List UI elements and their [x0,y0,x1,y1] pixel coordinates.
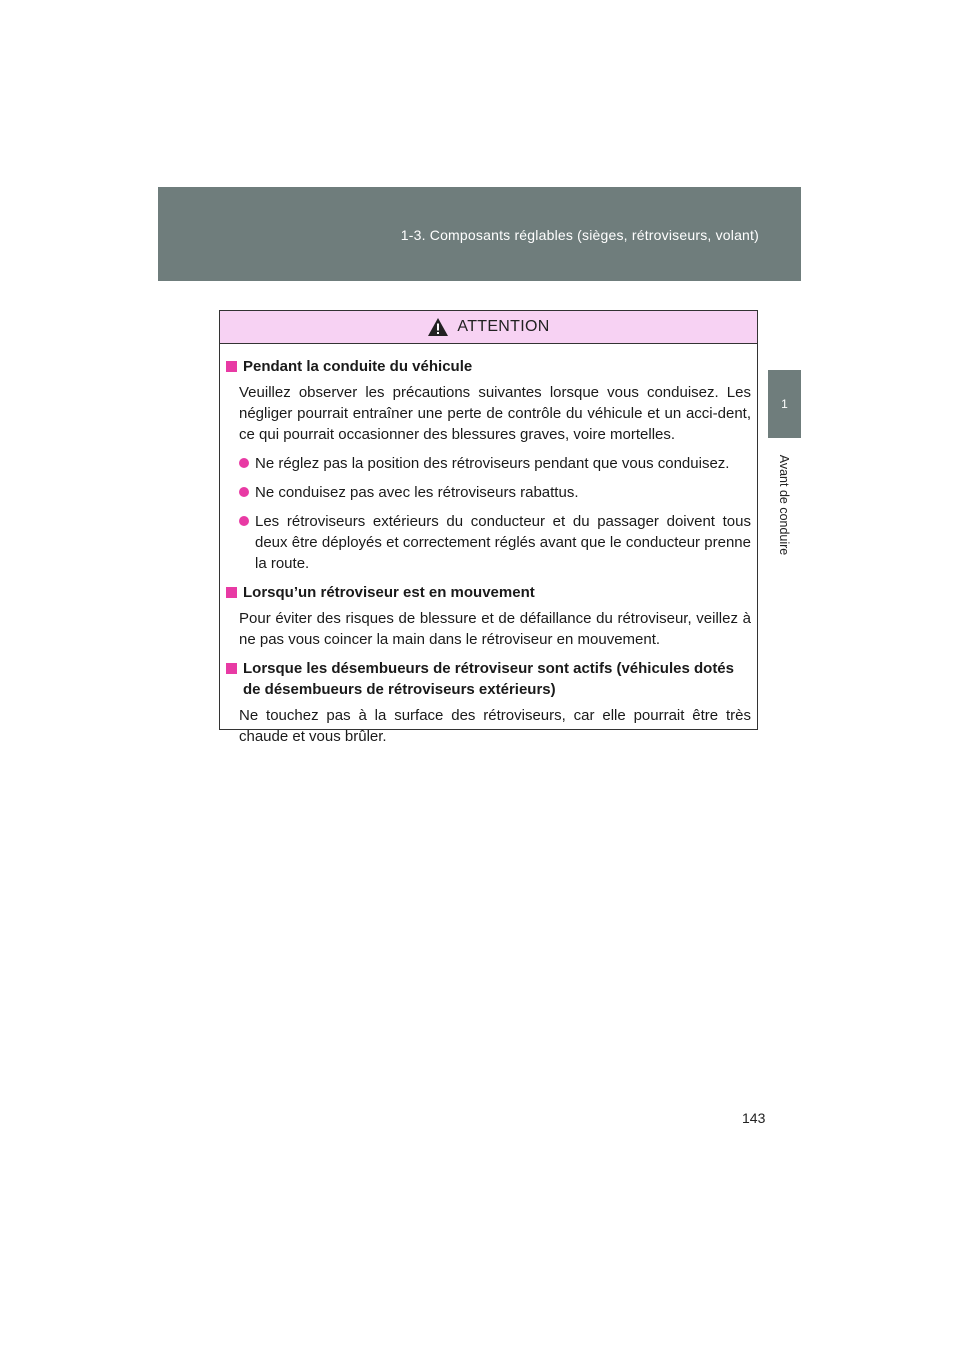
section-text: Pour éviter des risques de blessure et de défaillance du rétroviseur, veillez à ne pas vous coincer la main dans le rétroviseur en mouvement. [239,610,751,648]
header-band [158,187,801,281]
section-heading: Lorsqu’un rétroviseur est en mouvement [226,582,751,603]
round-bullet-icon [239,487,249,497]
list-item: Ne conduisez pas avec les rétroviseurs rabattus. [226,482,751,503]
section-heading: Pendant la conduite du véhicule [226,356,751,377]
warning-body [220,344,757,747]
chapter-title: 1-3. Composants réglables (sièges, rétroviseurs, volant) [400,227,759,243]
chapter-number-tab: 1 [768,370,801,438]
section-heading: Lorsque les désembueurs de rétroviseur sont actifs (véhicules dotés de désembueurs de rétroviseurs extérieurs) [226,658,751,700]
page-number: 143 [742,1110,766,1126]
warning-title: ATTENTION [457,318,550,335]
square-bullet-icon [226,361,237,372]
round-bullet-icon [239,458,249,468]
round-bullet-icon [239,516,249,526]
chapter-side-label: Avant de conduire [777,454,791,556]
warning-header [220,311,757,344]
warning-box [219,310,758,745]
list-item: Les rétroviseurs extérieurs du conducteur et du passager doivent tous deux être déployés et correctement réglés avant que le conducteur prenne la route. [226,511,751,574]
section-text: Veuillez observer les précautions suivantes lorsque vous conduisez. Les négliger pourrait entraîner une perte de contrôle du véhicule et un acci-dent, ce qui pourrait occasionner des blessures graves, voire mortelles. [239,384,751,443]
section-text: Ne touchez pas à la surface des rétroviseurs, car elle pourrait être très chaude et vous brûler. [239,707,751,745]
warning-triangle-icon [427,317,449,337]
square-bullet-icon [226,587,237,598]
list-item: Ne réglez pas la position des rétroviseurs pendant que vous conduisez. [226,453,751,474]
square-bullet-icon [226,663,237,674]
